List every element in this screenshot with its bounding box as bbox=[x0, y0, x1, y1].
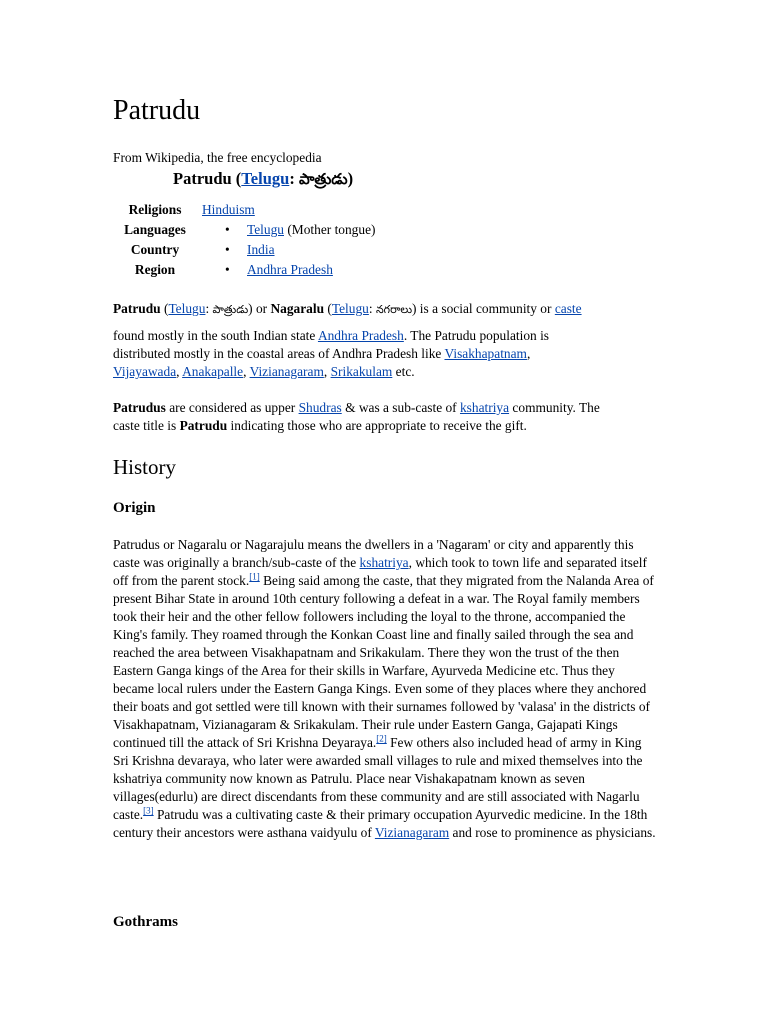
vijayawada-link[interactable]: Vijayawada bbox=[113, 364, 177, 379]
infobox-title-colon: : bbox=[289, 169, 299, 188]
vizianagaram-link[interactable]: Vizianagaram bbox=[374, 825, 450, 840]
bullet-icon: • bbox=[225, 242, 230, 257]
telugu-link[interactable]: Telugu bbox=[168, 301, 206, 316]
text: and rose to prominence as physicians. bbox=[449, 825, 656, 840]
intro-paragraph-3 bbox=[113, 399, 613, 435]
text: community. The caste title is bbox=[113, 400, 600, 433]
infobox-label: Region bbox=[134, 262, 176, 277]
anakapalle-link[interactable]: Anakapalle bbox=[182, 364, 244, 379]
text: ( bbox=[324, 301, 332, 316]
infobox-title bbox=[173, 168, 353, 190]
text: . The Patrudu population is distributed mostly in the coastal areas of Andhra Pradesh like bbox=[113, 328, 550, 361]
telugu-link[interactable]: Telugu bbox=[331, 301, 369, 316]
reference-link[interactable]: [2] bbox=[376, 733, 387, 744]
intro-paragraph-1 bbox=[113, 300, 582, 319]
text: ( bbox=[160, 301, 169, 316]
text: : bbox=[368, 301, 376, 316]
infobox-title-pre: Patrudu ( bbox=[173, 169, 242, 188]
history-heading: History bbox=[113, 455, 176, 479]
reference-link[interactable]: [1] bbox=[249, 571, 260, 582]
site-tagline: From Wikipedia, the free encyclopedia bbox=[113, 150, 322, 165]
bold-term: Patrudus bbox=[113, 400, 166, 415]
infobox-label: Languages bbox=[124, 222, 186, 237]
infobox-telugu-script: పాత్రుడు bbox=[298, 170, 348, 188]
telugu-language-link[interactable]: Telugu bbox=[247, 222, 284, 237]
text: , bbox=[323, 364, 331, 379]
infobox-row-region bbox=[113, 261, 443, 281]
bold-term: Patrudu bbox=[179, 418, 228, 433]
infobox bbox=[113, 201, 443, 281]
text: , bbox=[526, 346, 531, 361]
infobox-title-post: ) bbox=[347, 169, 354, 188]
reference-link[interactable]: [3] bbox=[143, 805, 154, 816]
telugu-script: నగరాలు bbox=[375, 303, 412, 316]
infobox-label: Country bbox=[130, 242, 180, 257]
text: , bbox=[243, 364, 250, 379]
bold-term: Nagaralu bbox=[270, 301, 325, 316]
text: etc. bbox=[392, 364, 415, 379]
intro-paragraph-2 bbox=[113, 327, 591, 381]
kshatriya-link[interactable]: kshatriya bbox=[459, 400, 510, 415]
andhra-pradesh-link[interactable]: Andhra Pradesh bbox=[247, 262, 333, 277]
text: Patrudu was a cultivating caste & their primary occupation Ayurvedic medicine. In the 18th century their ancestors were asthana vaidyulu of bbox=[113, 807, 648, 840]
gothrams-heading: Gothrams bbox=[113, 914, 178, 930]
text: , bbox=[176, 364, 183, 379]
vizianagaram-link[interactable]: Vizianagaram bbox=[249, 364, 324, 379]
telugu-script: పాత్రుడు bbox=[212, 303, 249, 316]
infobox-row-religions bbox=[113, 201, 443, 221]
hinduism-link[interactable]: Hinduism bbox=[202, 202, 255, 217]
bullet-icon: • bbox=[225, 222, 230, 237]
text: indicating those who are appropriate to receive the gift. bbox=[227, 418, 527, 433]
text: found mostly in the south Indian state bbox=[113, 328, 318, 343]
text: , which took to town life and separated itself off from the parent stock. bbox=[113, 555, 647, 588]
bold-term: Patrudu bbox=[113, 301, 161, 316]
srikakulam-link[interactable]: Srikakulam bbox=[330, 364, 393, 379]
page-title: Patrudu bbox=[113, 95, 201, 126]
text: Patrudus or Nagaralu or Nagarajulu means the dwellers in a 'Nagaram' or city and apparently this caste was originally a branch/sub-caste of the bbox=[113, 537, 634, 570]
india-link[interactable]: India bbox=[247, 242, 275, 257]
caste-link[interactable]: caste bbox=[554, 301, 582, 316]
visakhapatnam-link[interactable]: Visakhapatnam bbox=[444, 346, 527, 361]
origin-paragraph bbox=[113, 536, 658, 842]
text: & was a sub-caste of bbox=[341, 400, 460, 415]
bullet-icon: • bbox=[225, 262, 230, 277]
shudras-link[interactable]: Shudras bbox=[298, 400, 342, 415]
infobox-row-languages bbox=[113, 221, 443, 241]
infobox-telugu-link[interactable]: Telugu bbox=[241, 169, 290, 188]
text: Being said among the caste, that they migrated from the Nalanda Area of present Bihar State in around 10th century following a defeat in a war. The Royal family members took their heir and the other fellow followers including the loyal to the throne, accompanied the King's family. They roamed through the Konkan Coast line and finally sailed through the sea and reached the area between Visakhapatnam and Srikakulam. There they won the trust of the then Eastern Ganga kings of the Area for their skills in Warfare, Ayurveda Medicine etc. Thus they became local rulers under the Eastern Ganga Kings. Even some of they places where they anchored their boats and got settled were till known with their surnames followed by 'valasa' in the districts of Visakhapatnam, Vizianagaram & Srikakulam. Their rule under Eastern Ganga, Gajapati Kings continued till the attack of Sri Krishna Deyaraya. bbox=[113, 573, 654, 750]
text: ) or bbox=[248, 301, 271, 316]
text: ) is a social community or bbox=[412, 301, 555, 316]
kshatriya-link[interactable]: kshatriya bbox=[359, 555, 409, 570]
text: are considered as upper bbox=[165, 400, 299, 415]
infobox-value bbox=[247, 221, 375, 239]
text: Few others also included head of army in King Sri Krishna devaraya, who later were awarded small villages to rule and mixed themselves into the kshatriya community now known as Patrulu. Place near Vishakapatnam known as seven villages(edurlu) are direct discendants from these community and are still associated with Nagarlu caste. bbox=[113, 735, 643, 822]
mother-tongue-note: (Mother tongue) bbox=[284, 222, 376, 237]
andhra-pradesh-link[interactable]: Andhra Pradesh bbox=[317, 328, 404, 343]
infobox-label: Religions bbox=[128, 202, 182, 217]
text: : bbox=[205, 301, 213, 316]
infobox-row-country bbox=[113, 241, 443, 261]
origin-heading: Origin bbox=[113, 500, 156, 516]
